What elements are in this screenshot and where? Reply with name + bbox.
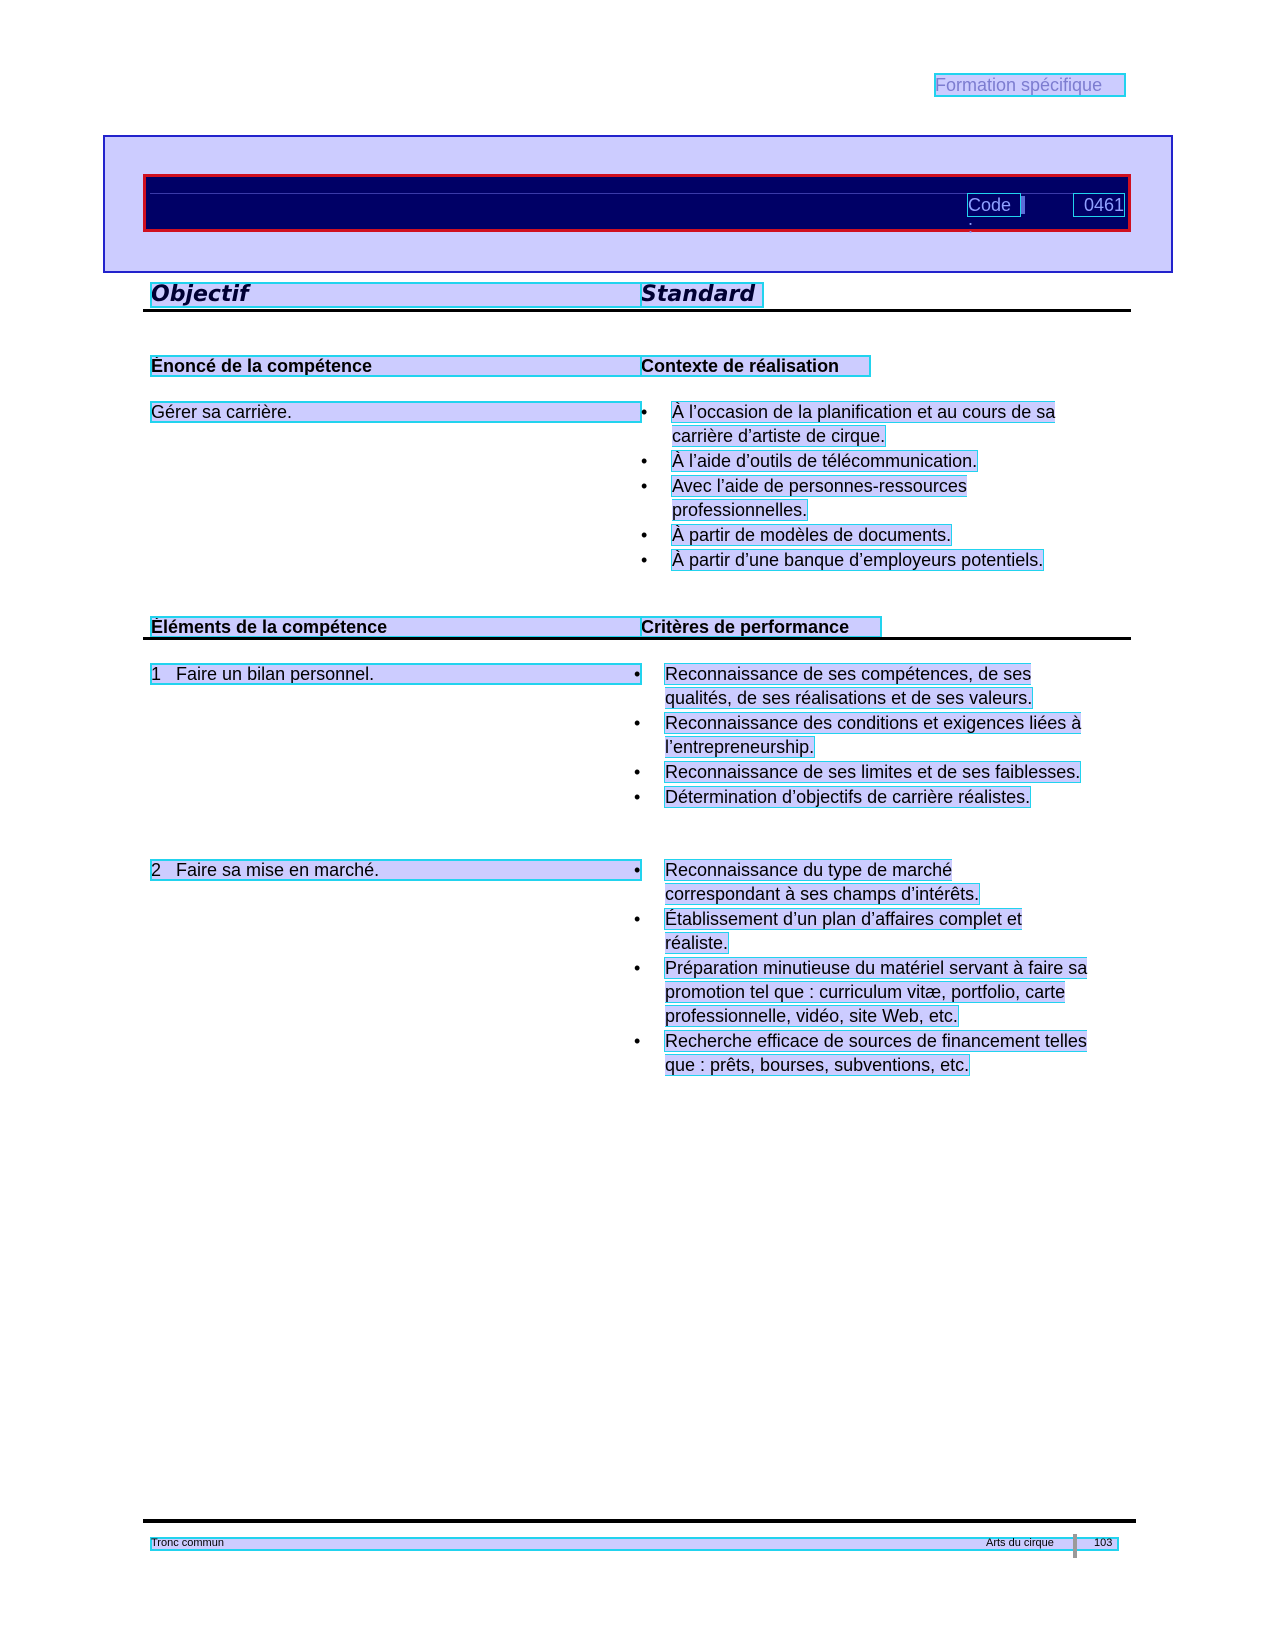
page-number: 103 bbox=[1094, 1537, 1113, 1549]
bullet-icon: • bbox=[634, 664, 641, 684]
list-item: • Reconnaissance de ses compétences, de ses qualités, de ses réalisations et de ses valeurs. bbox=[634, 664, 1033, 708]
code-label: Code : bbox=[968, 194, 1020, 216]
element-label: Faire un bilan personnel. bbox=[176, 664, 375, 684]
bullet-icon: • bbox=[634, 713, 641, 733]
standard-title: Standard bbox=[641, 283, 763, 307]
list-item: • À partir d’une banque d’employeurs potentiels. bbox=[641, 550, 1044, 570]
element-number: 1 bbox=[151, 664, 162, 684]
list-item: • Reconnaissance du type de marché correspondant à ses champs d’intérêts. bbox=[634, 860, 980, 904]
bullet-icon: • bbox=[641, 550, 648, 570]
element-2 bbox=[151, 860, 641, 880]
list-item: • Établissement d’un plan d’affaires complet et réaliste. bbox=[634, 909, 1022, 953]
bullet-icon: • bbox=[641, 402, 648, 422]
footer-left: Tronc commun bbox=[151, 1537, 224, 1549]
elements-heading: Éléments de la compétence bbox=[151, 617, 641, 637]
context-heading: Contexte de réalisation bbox=[641, 356, 870, 376]
list-item: • À partir de modèles de documents. bbox=[641, 525, 952, 545]
bullet-icon: • bbox=[641, 476, 648, 496]
bullet-icon: • bbox=[634, 787, 641, 807]
list-item: • Avec l’aide de personnes-ressources professionnelles. bbox=[641, 476, 967, 520]
bullet-icon: • bbox=[634, 860, 641, 880]
list-item: • À l’occasion de la planification et au cours de sa carrière d’artiste de cirque. bbox=[641, 402, 1056, 446]
criteria-heading: Critères de performance bbox=[641, 617, 881, 637]
bullet-icon: • bbox=[634, 1031, 641, 1051]
context-list bbox=[641, 400, 1112, 573]
statement-heading: Énoncé de la compétence bbox=[151, 356, 641, 376]
list-item: • À l’aide d’outils de télécommunication. bbox=[641, 451, 978, 471]
footer-right: Arts du cirque bbox=[986, 1537, 1054, 1549]
list-item: • Détermination d’objectifs de carrière réalistes. bbox=[634, 787, 1031, 807]
objective-title: Objectif bbox=[151, 283, 641, 307]
section-rule-top bbox=[143, 309, 1131, 312]
bullet-icon: • bbox=[634, 909, 641, 929]
code-separator bbox=[1021, 196, 1025, 214]
footer-separator bbox=[1073, 1534, 1077, 1558]
footer-band bbox=[151, 1538, 1118, 1550]
bullet-icon: • bbox=[634, 762, 641, 782]
element-number: 2 bbox=[151, 860, 162, 880]
element-1 bbox=[151, 664, 641, 684]
element-label: Faire sa mise en marché. bbox=[176, 860, 380, 880]
list-item: • Préparation minutieuse du matériel servant à faire sa promotion tel que : curriculum vitæ, portfolio, carte professionnelle, vidéo, site Web, etc. bbox=[634, 958, 1088, 1026]
bullet-icon: • bbox=[641, 451, 648, 471]
criteria-list-2 bbox=[634, 858, 1105, 1078]
bullet-icon: • bbox=[641, 525, 648, 545]
list-item: • Recherche efficace de sources de financement telles que : prêts, bourses, subventions, etc. bbox=[634, 1031, 1087, 1075]
competence-statement: Gérer sa carrière. bbox=[151, 402, 641, 422]
criteria-list-1 bbox=[634, 662, 1090, 810]
list-item: • Reconnaissance de ses limites et de ses faiblesses. bbox=[634, 762, 1081, 782]
bullet-icon: • bbox=[634, 958, 641, 978]
section-rule-elements bbox=[143, 637, 1131, 640]
footer-rule bbox=[143, 1519, 1136, 1523]
header-section-label: Formation spécifique bbox=[935, 74, 1125, 96]
code-value: 0461 bbox=[1074, 194, 1124, 216]
list-item: • Reconnaissance des conditions et exigences liées à l’entrepreneurship. bbox=[634, 713, 1082, 757]
